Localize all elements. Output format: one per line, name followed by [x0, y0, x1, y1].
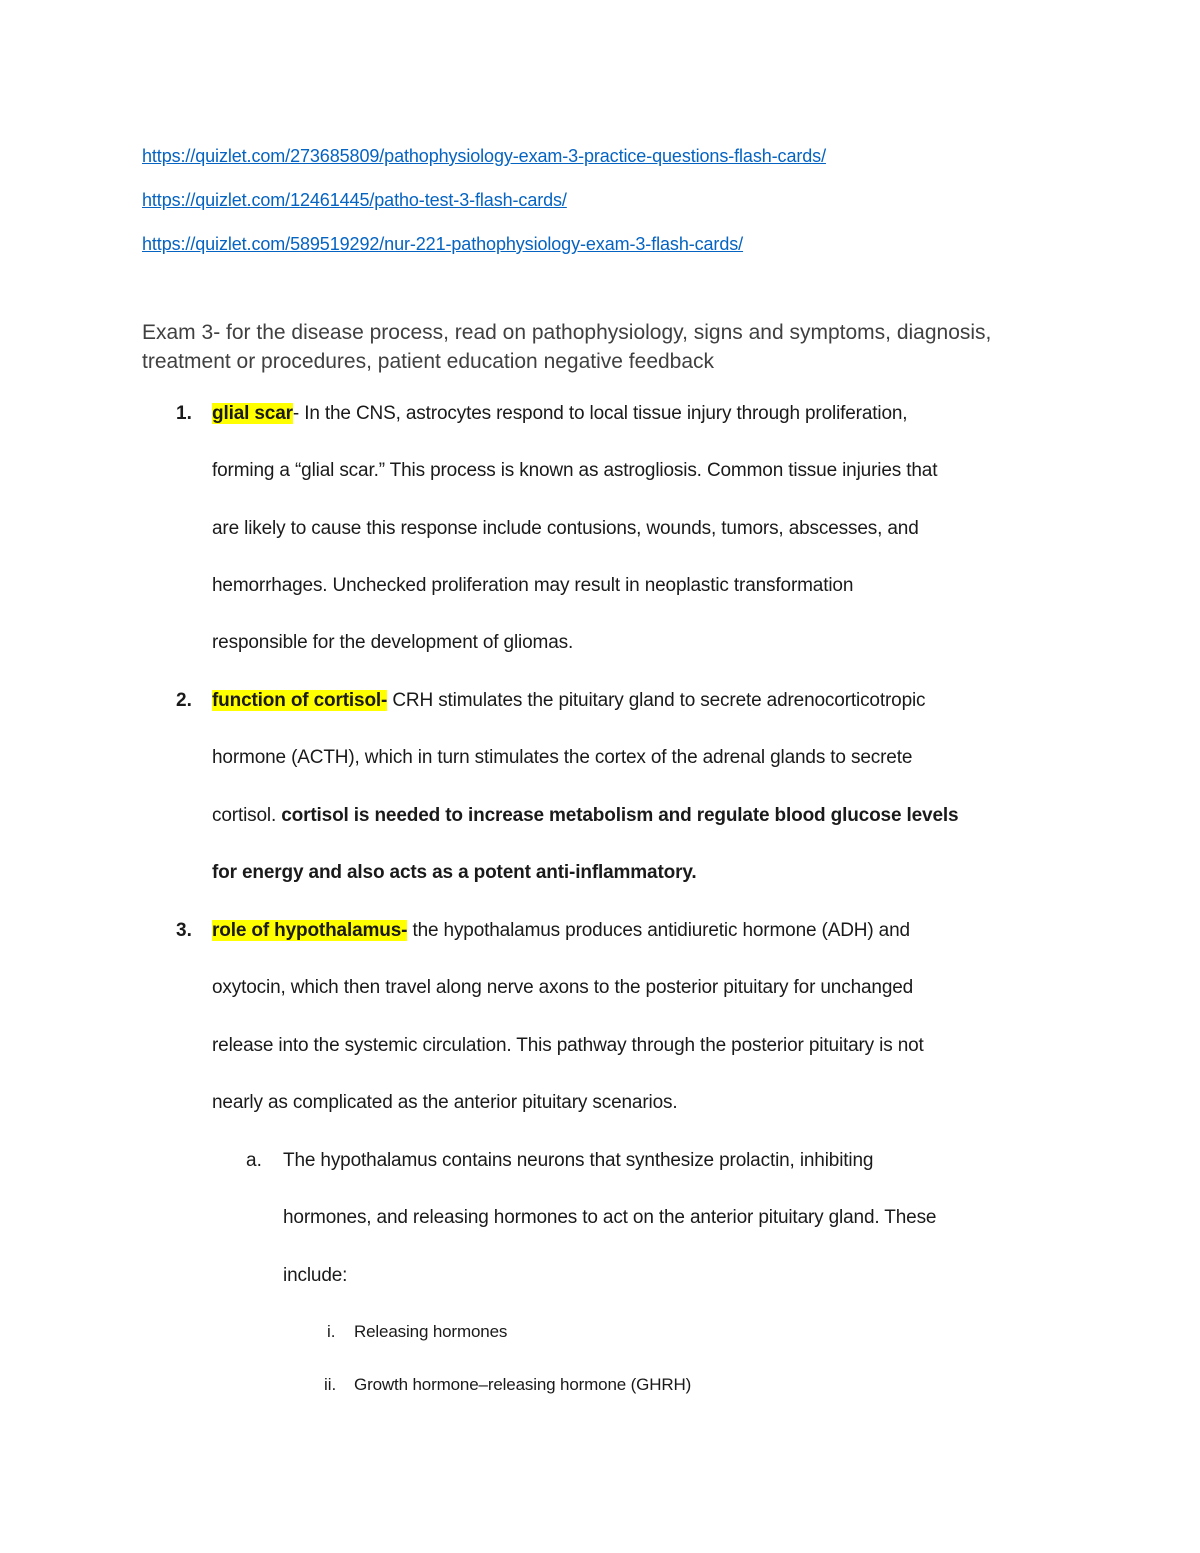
- item-2-line-1: [212, 690, 925, 712]
- item-3-line-1: [212, 920, 910, 942]
- quizlet-link-2[interactable]: https://quizlet.com/12461445/patho-test-3-flash-cards/: [142, 190, 567, 210]
- quizlet-link-1[interactable]: https://quizlet.com/273685809/pathophysiology-exam-3-practice-questions-flash-cards/: [142, 146, 826, 166]
- item-2-term: function of cortisol-: [212, 690, 388, 711]
- item-2-line-2: hormone (ACTH), which in turn stimulates the cortex of the adrenal glands to secrete: [212, 747, 913, 768]
- item-2-line-3: [212, 805, 958, 827]
- item-3-line-2: oxytocin, which then travel along nerve axons to the posterior pituitary for unchanged: [212, 977, 914, 998]
- subitem-a-line-1: The hypothalamus contains neurons that synthesize prolactin, inhibiting: [283, 1150, 874, 1171]
- item-1-line-4: hemorrhages. Unchecked proliferation may result in neoplastic transformation: [212, 575, 854, 596]
- subitem-a-line-2: hormones, and releasing hormones to act on the anterior pituitary gland. These: [283, 1207, 937, 1228]
- item-3-line-3: release into the systemic circulation. This pathway through the posterior pituitary is not: [212, 1035, 924, 1056]
- item-2-bold-text-1: cortisol is needed to increase metabolism and regulate blood glucose levels: [281, 805, 959, 826]
- item-2-text-1: CRH stimulates the pituitary gland to secrete adrenocorticotropic: [387, 690, 926, 711]
- quizlet-link-3[interactable]: https://quizlet.com/589519292/nur-221-pathophysiology-exam-3-flash-cards/: [142, 234, 744, 254]
- subsubitem-i-marker: i.: [327, 1322, 336, 1341]
- item-3-number: 3.: [176, 920, 192, 941]
- subsubitem-ii-text: Growth hormone–releasing hormone (GHRH): [354, 1375, 692, 1394]
- item-2-number: 2.: [176, 690, 192, 711]
- subsubitem-i-text: Releasing hormones: [354, 1322, 508, 1341]
- item-2-bold-text-2: for energy and also acts as a potent anti-inflammatory.: [212, 862, 697, 883]
- item-1-text-1: - In the CNS, astrocytes respond to local tissue injury through proliferation,: [292, 403, 908, 424]
- item-3-term: role of hypothalamus-: [212, 920, 408, 941]
- item-1-line-3: are likely to cause this response include contusions, wounds, tumors, abscesses, and: [212, 518, 919, 539]
- item-3-line-4: nearly as complicated as the anterior pituitary scenarios.: [212, 1092, 678, 1113]
- item-2-text-3: cortisol.: [212, 805, 282, 826]
- item-1-line-1: [212, 403, 907, 425]
- item-1-line-5: responsible for the development of gliomas.: [212, 632, 574, 653]
- item-3-text-1: the hypothalamus produces antidiuretic hormone (ADH) and: [407, 920, 910, 941]
- item-1-term: glial scar: [212, 403, 293, 424]
- item-1-line-2: forming a “glial scar.” This process is known as astrogliosis. Common tissue injuries that: [212, 460, 938, 481]
- subsubitem-ii-marker: ii.: [324, 1375, 337, 1394]
- subitem-a-line-3: include:: [283, 1265, 348, 1286]
- item-1-number: 1.: [176, 403, 192, 424]
- exam-heading: Exam 3- for the disease process, read on pathophysiology, signs and symptoms, diagnosis, treatment or procedures, patient education negative feedback: [142, 321, 992, 373]
- subitem-a-marker: a.: [246, 1150, 262, 1171]
